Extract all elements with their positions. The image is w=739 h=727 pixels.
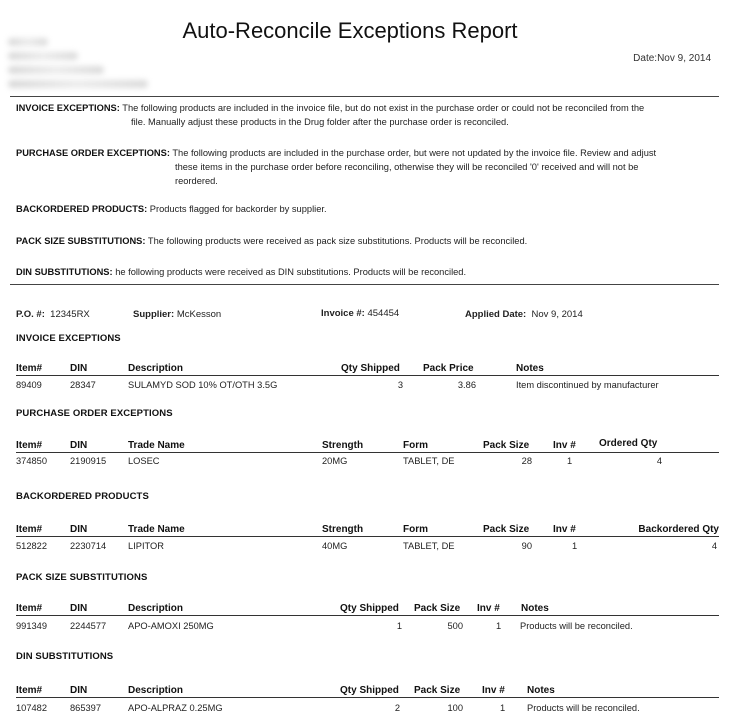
- pack-size-title: PACK SIZE SUBSTITUTIONS: [16, 572, 148, 583]
- cell-description: SULAMYD SOD 10% OT/OTH 3.5G: [128, 380, 278, 390]
- po-supplier: Supplier: McKesson: [133, 309, 222, 320]
- legend-invoice-cont: file. Manually adjust these products in the Drug folder after the purchase order is reconciled.: [131, 117, 509, 127]
- legend-backordered: BACKORDERED PRODUCTS: Products flagged for backorder by supplier.: [16, 204, 327, 214]
- cell-inv: 1: [567, 456, 573, 466]
- column-header: Qty Shipped: [340, 685, 399, 696]
- column-header: Description: [128, 363, 184, 374]
- column-header: Strength: [322, 440, 364, 451]
- cell-qty-shipped: 2: [394, 703, 400, 713]
- column-header: Notes: [521, 603, 549, 614]
- po-applied-date: Applied Date: Nov 9, 2014: [465, 309, 583, 320]
- cell-inv: 1: [572, 541, 578, 551]
- column-header: Item#: [16, 685, 43, 696]
- column-header: DIN: [70, 440, 88, 451]
- cell-notes: Item discontinued by manufacturer: [516, 380, 659, 390]
- legend-din: DIN SUBSTITUTIONS: he following products were received as DIN substitutions. Products will be reconciled.: [16, 267, 467, 277]
- column-header: Item#: [16, 363, 43, 374]
- cell-qty-shipped: 1: [396, 621, 402, 631]
- column-header: DIN: [70, 685, 88, 696]
- column-header: DIN: [70, 524, 88, 535]
- column-header: Pack Size: [414, 685, 461, 696]
- cell-notes: Products will be reconciled.: [527, 703, 640, 713]
- cell-din: 28347: [70, 380, 96, 390]
- cell-strength: 40MG: [322, 541, 348, 551]
- cell-ordered-qty: 4: [656, 456, 662, 466]
- cell-din: 865397: [70, 703, 102, 713]
- column-header: Item#: [16, 603, 43, 614]
- po-invoice: Invoice #: 454454: [321, 308, 400, 319]
- header-rule: [10, 96, 719, 97]
- cell-din: 2190915: [70, 456, 107, 466]
- legend-po-cont: these items in the purchase order before reconciling, otherwise they will be reconciled '0' received and will not be: [175, 162, 639, 172]
- column-header: Qty Shipped: [340, 603, 399, 614]
- column-header: Trade Name: [128, 524, 185, 535]
- cell-din: 2230714: [70, 541, 107, 551]
- report-title: Auto-Reconcile Exceptions Report: [182, 18, 518, 43]
- cell-notes: Products will be reconciled.: [520, 621, 633, 631]
- invoice-exceptions-title: INVOICE EXCEPTIONS: [16, 333, 121, 344]
- cell-description: APO-ALPRAZ 0.25MG: [128, 703, 223, 713]
- po-exceptions-title: PURCHASE ORDER EXCEPTIONS: [16, 408, 173, 419]
- legend-po-cont: reordered.: [175, 176, 218, 186]
- cell-item: 991349: [16, 621, 48, 631]
- legend-pack-size: PACK SIZE SUBSTITUTIONS: The following products were received as pack size substitutions. Products will be reconciled.: [16, 236, 528, 246]
- column-header: Pack Size: [414, 603, 461, 614]
- cell-item: 374850: [16, 456, 48, 466]
- cell-pack-size: 500: [447, 621, 463, 631]
- column-header: Item#: [16, 524, 43, 535]
- legend-rule: [10, 284, 719, 285]
- cell-qty-shipped: 3: [397, 380, 403, 390]
- cell-item: 107482: [16, 703, 48, 713]
- cell-form: TABLET, DE: [403, 456, 455, 466]
- column-header: Item#: [16, 440, 43, 451]
- cell-pack-size: 90: [521, 541, 532, 551]
- legend-invoice: INVOICE EXCEPTIONS: The following products are included in the invoice file, but do not exist in the purchase order or could not be reconciled from the: [16, 103, 645, 113]
- cell-inv: 1: [500, 703, 506, 713]
- column-header: Pack Size: [483, 524, 530, 535]
- table-rule: [16, 375, 719, 376]
- cell-item: 512822: [16, 541, 48, 551]
- column-header: Notes: [527, 685, 555, 696]
- column-header: Notes: [516, 363, 544, 374]
- cell-trade-name: LOSEC: [128, 456, 160, 466]
- cell-pack-size: 100: [447, 703, 463, 713]
- column-header: Trade Name: [128, 440, 185, 451]
- cell-form: TABLET, DE: [403, 541, 455, 551]
- po-number: P.O. #: 12345RX: [16, 309, 90, 320]
- column-header: DIN: [70, 603, 88, 614]
- cell-item: 89409: [16, 380, 42, 390]
- cell-strength: 20MG: [322, 456, 348, 466]
- table-rule: [16, 536, 719, 537]
- cell-pack-price: 3.86: [457, 380, 476, 390]
- backordered-title: BACKORDERED PRODUCTS: [16, 491, 149, 502]
- column-header: DIN: [70, 363, 88, 374]
- table-rule: [16, 697, 719, 698]
- cell-description: APO-AMOXI 250MG: [128, 621, 214, 631]
- cell-trade-name: LIPITOR: [128, 541, 164, 551]
- column-header: Description: [128, 603, 184, 614]
- cell-pack-size: 28: [521, 456, 532, 466]
- column-header: Inv #: [477, 603, 500, 614]
- column-header: Inv #: [482, 685, 505, 696]
- column-header: Form: [403, 440, 428, 451]
- column-header: Description: [128, 685, 184, 696]
- column-header: Inv #: [553, 524, 576, 535]
- column-header: Pack Price: [423, 363, 474, 374]
- column-header: Form: [403, 524, 428, 535]
- report-date: Date:Nov 9, 2014: [633, 53, 711, 64]
- din-subs-title: DIN SUBSTITUTIONS: [16, 651, 114, 662]
- column-header: Ordered Qty: [599, 438, 658, 449]
- table-rule: [16, 452, 719, 453]
- column-header: Inv #: [553, 440, 576, 451]
- column-header: Strength: [322, 524, 364, 535]
- cell-din: 2244577: [70, 621, 107, 631]
- column-header: Qty Shipped: [341, 363, 400, 374]
- cell-backordered-qty: 4: [711, 541, 717, 551]
- column-header: Pack Size: [483, 440, 530, 451]
- cell-inv: 1: [496, 621, 502, 631]
- legend-po: PURCHASE ORDER EXCEPTIONS: The following products are included in the purchase order, but were not updated by the invoice file. Review and adjust: [16, 148, 657, 158]
- table-rule: [16, 615, 719, 616]
- column-header: Backordered Qty: [638, 524, 719, 535]
